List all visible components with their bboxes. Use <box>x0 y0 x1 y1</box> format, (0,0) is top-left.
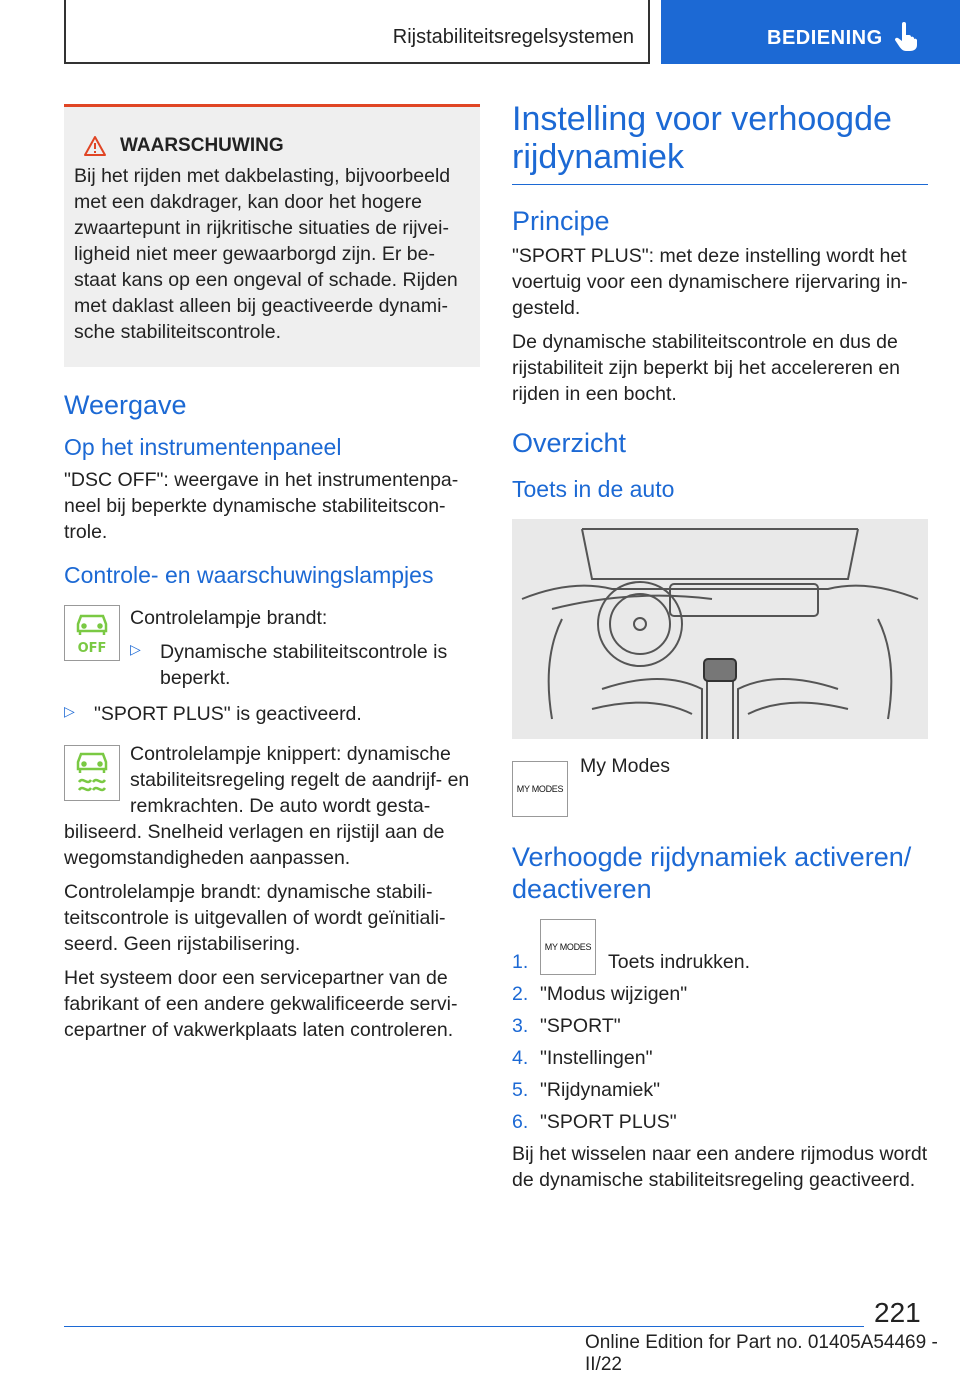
step-item <box>512 1077 928 1103</box>
my-modes-caption: My Modes <box>580 755 670 777</box>
dsc-lamp-icon <box>71 750 113 796</box>
lamp1-text: Controlelampje brandt: <box>130 607 328 629</box>
my-modes-step-button-label: MY MODES <box>544 942 592 952</box>
warning-title-text: WAARSCHUWING <box>120 135 284 156</box>
heading-toets: Toets in de auto <box>512 476 675 502</box>
dsc-off-lamp-label: OFF <box>77 641 107 656</box>
right-column <box>512 100 928 1193</box>
lamp1-bullet-1 <box>130 639 480 691</box>
car-interior-illustration <box>512 519 928 739</box>
header-section-title: BEDIENING <box>767 27 883 49</box>
step-item <box>512 919 928 975</box>
dsc-lamp-image <box>64 745 120 801</box>
step-item <box>512 981 928 1007</box>
bullet-triangle-icon: ▷ <box>64 703 75 719</box>
header-chapter-box <box>64 0 650 64</box>
lamp1-bullet-2 <box>64 701 480 727</box>
dsc-off-lamp-image <box>64 605 120 661</box>
my-modes-button-image <box>512 761 568 817</box>
step-text: "SPORT" <box>540 1015 621 1037</box>
lamp1-bullet-1-text: Dynamische stabiliteitscontrole is beperkt. <box>160 641 448 689</box>
heading-weergave: Weergave <box>64 390 187 420</box>
dsc-off-lamp-icon <box>71 610 113 656</box>
panel-text: "DSC OFF": weergave in het instrumentenpaneel bij beperkte dynamische stabiliteitscontrole. <box>64 469 459 543</box>
my-modes-button-label: MY MODES <box>516 784 564 794</box>
step-number: 4. <box>512 1047 529 1069</box>
heading-overzicht: Overzicht <box>512 428 627 458</box>
lamp1-bullet-2-text: "SPORT PLUS" is geactiveerd. <box>94 703 362 725</box>
principe-text-2: De dynamische stabiliteitscontrole en dus de rijstabiliteit zijn beperkt bij het accelereren en rijden in een bocht. <box>512 331 901 405</box>
step-number: 6. <box>512 1111 529 1133</box>
step-item <box>512 1109 928 1135</box>
warning-title <box>84 135 470 157</box>
my-modes-step-button-image <box>540 919 596 975</box>
footer-edition: Online Edition for Part no. 01405A54469 - II/22 <box>585 1332 938 1375</box>
principe-text-1: "SPORT PLUS": met deze instelling wordt het voertuig voor een dynamischere rijervaring ingesteld. <box>512 245 908 319</box>
heading-activeren: Verhoogde rijdynamiek activeren/ deactiveren <box>512 842 912 904</box>
step-item <box>512 1013 928 1039</box>
header-chapter-title: Rijstabiliteitsregelsystemen <box>392 26 634 48</box>
heading-principe: Principe <box>512 206 610 236</box>
step-item <box>512 1045 928 1071</box>
step-text: Toets indrukken. <box>608 951 750 973</box>
footer-divider <box>64 1326 864 1327</box>
warning-triangle-icon <box>84 136 106 156</box>
closing-text: Bij het wisselen naar een andere rijmodus wordt de dynamische stabiliteitsregeling geactiveerd. <box>512 1143 928 1191</box>
lamp-failure-text: Controlelampje brandt: dynamische stabiliteitscontrole is uitgevallen of wordt geïnitialiseerd. Geen rijstabilisering. <box>64 881 446 955</box>
page-number: 221 <box>874 1297 921 1328</box>
step-text: "Modus wijzigen" <box>540 983 688 1005</box>
service-text: Het systeem door een servicepartner van de fabrikant of een andere gekwalificeerde servicepartner of vakwerkplaats laten controleren. <box>64 967 458 1041</box>
step-text: "SPORT PLUS" <box>540 1111 677 1133</box>
heading-instrumentenpaneel: Op het instrumentenpaneel <box>64 434 342 460</box>
step-number: 3. <box>512 1015 529 1037</box>
header-section-tab <box>661 0 960 64</box>
lamp2-text-content: Controlelampje knippert: dynamische stabiliteitsregeling regelt de aandrijf- en remkrachten. De auto wordt gestabiliseerd. Snelheid verlagen en rijstijl aan de wegomstandigheden aanpassen. <box>64 743 470 869</box>
left-column <box>64 104 480 1051</box>
step-text: "Rijdynamiek" <box>540 1079 661 1101</box>
warning-box <box>64 104 480 367</box>
step-number: 2. <box>512 983 529 1005</box>
lamp2-text <box>64 741 480 871</box>
bullet-triangle-icon: ▷ <box>130 641 141 657</box>
steps-list <box>512 919 928 1135</box>
my-modes-caption-row <box>512 753 928 817</box>
lamp-dsc-block <box>64 741 480 871</box>
pointing-hand-icon <box>893 22 919 52</box>
main-title: Instelling voor verhoogde rijdynamiek <box>512 100 892 176</box>
main-title-block <box>512 100 928 185</box>
lamp-dsc-off-block <box>64 599 480 691</box>
heading-lampjes: Controle- en waarschuwingslampjes <box>64 562 434 588</box>
warning-text: Bij het rijden met dakbelasting, bijvoorbeeld met een dakdrager, kan door het hogere zwaartepunt in rijkritische situaties de rijveiligheid niet meer gewaarborgd zijn. Er bestaat kans op een ongeval of schade. Rijden met daklast alleen bij geactiveerde dynamische stabiliteitscontrole. <box>74 165 458 343</box>
step-number: 5. <box>512 1079 529 1101</box>
step-number: 1. <box>512 951 529 973</box>
step-text: "Instellingen" <box>540 1047 653 1069</box>
